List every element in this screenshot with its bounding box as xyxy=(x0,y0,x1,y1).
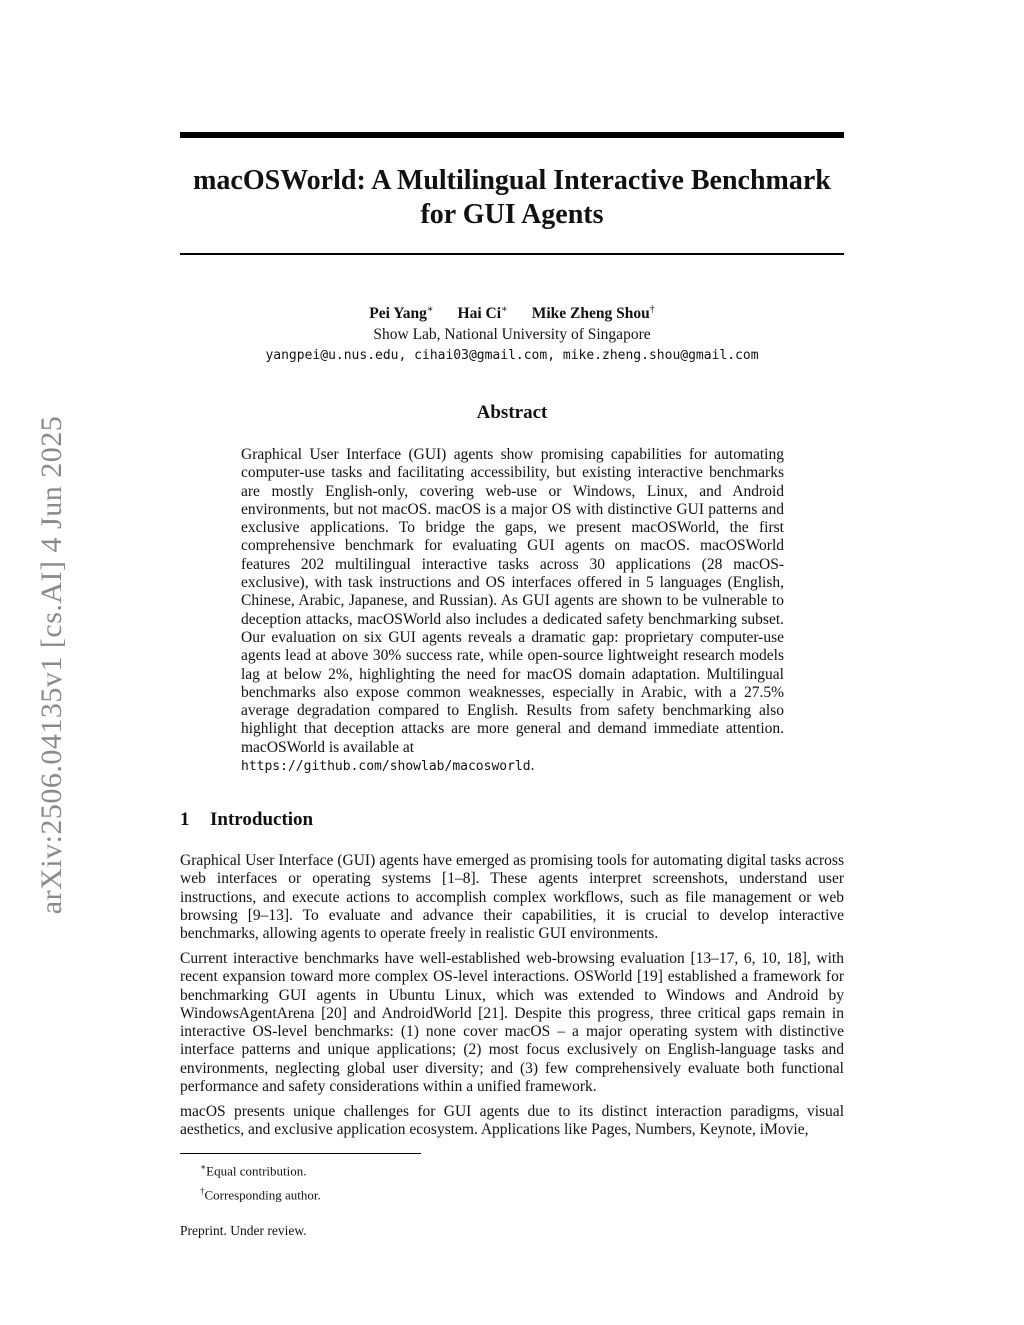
footnote: ∗Equal contribution. xyxy=(200,1162,307,1179)
abstract-body: Graphical User Interface (GUI) agents show promising capabilities for automating computer-use tasks and facilitating accessibility, but existing interactive benchmarks are mostly English-only, covering web-use or Windows, Linux, and Android environments, but not macOS. macOS is a major OS with distinctive GUI patterns and exclusive applications. To bridge the gaps, we present macOSWorld, the first comprehensive benchmark for evaluating GUI agents on macOS. macOSWorld features 202 multilingual interactive tasks across 30 applications (28 macOS-exclusive), with task instructions and OS interfaces offered in 5 languages (English, Chinese, Arabic, Japanese, and Russian). As GUI agents are shown to be vulnerable to deception attacks, macOSWorld also includes a dedicated safety benchmarking subset. Our evaluation on six GUI agents reveals a dramatic gap: proprietary computer-use agents lead at above 30% success rate, while open-source lightweight research models lag at below 2%, highlighting the need for macOS domain adaptation. Multilingual benchmarks also expose common weaknesses, especially in Arabic, with a 27.5% average degradation compared to English. Results from safety benchmarking also highlight that deception attacks are more general and demand immediate attention. macOSWorld is available at https://github.com/showlab/macosworld. xyxy=(241,446,784,775)
introduction-body xyxy=(180,852,844,1146)
affiliation: Show Lab, National University of Singapore xyxy=(373,326,651,344)
author: Mike Zheng Shou† xyxy=(531,304,655,323)
author: Pei Yang∗ xyxy=(369,304,434,323)
author-names xyxy=(180,299,844,324)
author-block xyxy=(180,299,844,366)
title-top-rule xyxy=(180,132,844,138)
footnote: †Corresponding author. xyxy=(200,1186,321,1203)
author-emails: yangpei@u.nus.edu, cihai03@gmail.com, mike.zheng.shou@gmail.com xyxy=(265,348,759,364)
repo-link[interactable]: https://github.com/showlab/macosworld xyxy=(241,759,531,775)
arxiv-stamp-text: arXiv:2506.04135v1 [cs.AI] 4 Jun 2025 xyxy=(35,415,68,915)
title-line-2: for GUI Agents xyxy=(420,199,604,230)
preprint-notice: Preprint. Under review. xyxy=(180,1223,307,1238)
abstract-text: Graphical User Interface (GUI) agents show promising capabilities for automating computer-use tasks and facilitating accessibility, but existing interactive benchmarks are mostly English-only, covering web-use or Windows, Linux, and Android environments, but not macOS. macOS is a major OS with distinctive GUI patterns and exclusive applications. To bridge the gaps, we present macOSWorld, the first comprehensive benchmark for evaluating GUI agents on macOS. macOSWorld features 202 multilingual interactive tasks across 30 applications (28 macOS-exclusive), with task instructions and OS interfaces offered in 5 languages (English, Chinese, Arabic, Japanese, and Russian). As GUI agents are shown to be vulnerable to deception attacks, macOSWorld also includes a dedicated safety benchmarking subset. Our evaluation on six GUI agents reveals a dramatic gap: proprietary computer-use agents lead at above 30% success rate, while open-source lightweight research models lag at below 2%, highlighting the need for macOS domain adaptation. Multilingual benchmarks also expose common weaknesses, especially in Arabic, with a 27.5% average degradation compared to English. Results from safety benchmarking also highlight that deception attacks are more general and demand immediate attention. macOSWorld is available at xyxy=(241,446,784,756)
section-number: 1 xyxy=(180,809,190,830)
paragraph: Current interactive benchmarks have well-established web-browsing evaluation [13–17, 6, 10, 18], with recent expansion toward more complex OS-level interactions. OSWorld [19] established a framework for benchmarking GUI agents in Ubuntu Linux, which was extended to Windows and Android by WindowsAgentArena [20] and AndroidWorld [21]. Despite this progress, three critical gaps remain in interactive OS-level benchmarks: (1) none cover macOS – a major operating system with distinctive interface patterns and unique applications; (2) most focus exclusively on English-language tasks and environments, neglecting global user diversity; and (3) few comprehensively evaluate both functional performance and safety considerations within a unified framework. xyxy=(180,949,844,1096)
section-title: Introduction xyxy=(210,809,314,830)
author: Hai Ci∗ xyxy=(457,304,508,323)
footnotes xyxy=(200,1157,321,1206)
paragraph: macOS presents unique challenges for GUI agents due to its distinct interaction paradigms, visual aesthetics, and exclusive application ecosystem. Applications like Pages, Numbers, Keynote, iMovie, xyxy=(180,1102,844,1139)
section-heading-introduction xyxy=(180,809,313,831)
title-bottom-rule xyxy=(180,253,844,255)
footnote-rule xyxy=(180,1153,421,1154)
title-line-1: macOSWorld: A Multilingual Interactive Benchmark xyxy=(193,165,831,196)
abstract-heading: Abstract xyxy=(476,402,548,423)
paragraph: Graphical User Interface (GUI) agents have emerged as promising tools for automating digital tasks across web interfaces or operating systems [1–8]. These agents interpret screenshots, understand user instructions, and execute actions to accomplish complex workflows, such as file management or web browsing [9–13]. To evaluate and advance their capabilities, it is crucial to develop interactive benchmarks, allowing agents to operate freely in realistic GUI environments. xyxy=(180,852,844,943)
paper-title xyxy=(180,164,844,232)
